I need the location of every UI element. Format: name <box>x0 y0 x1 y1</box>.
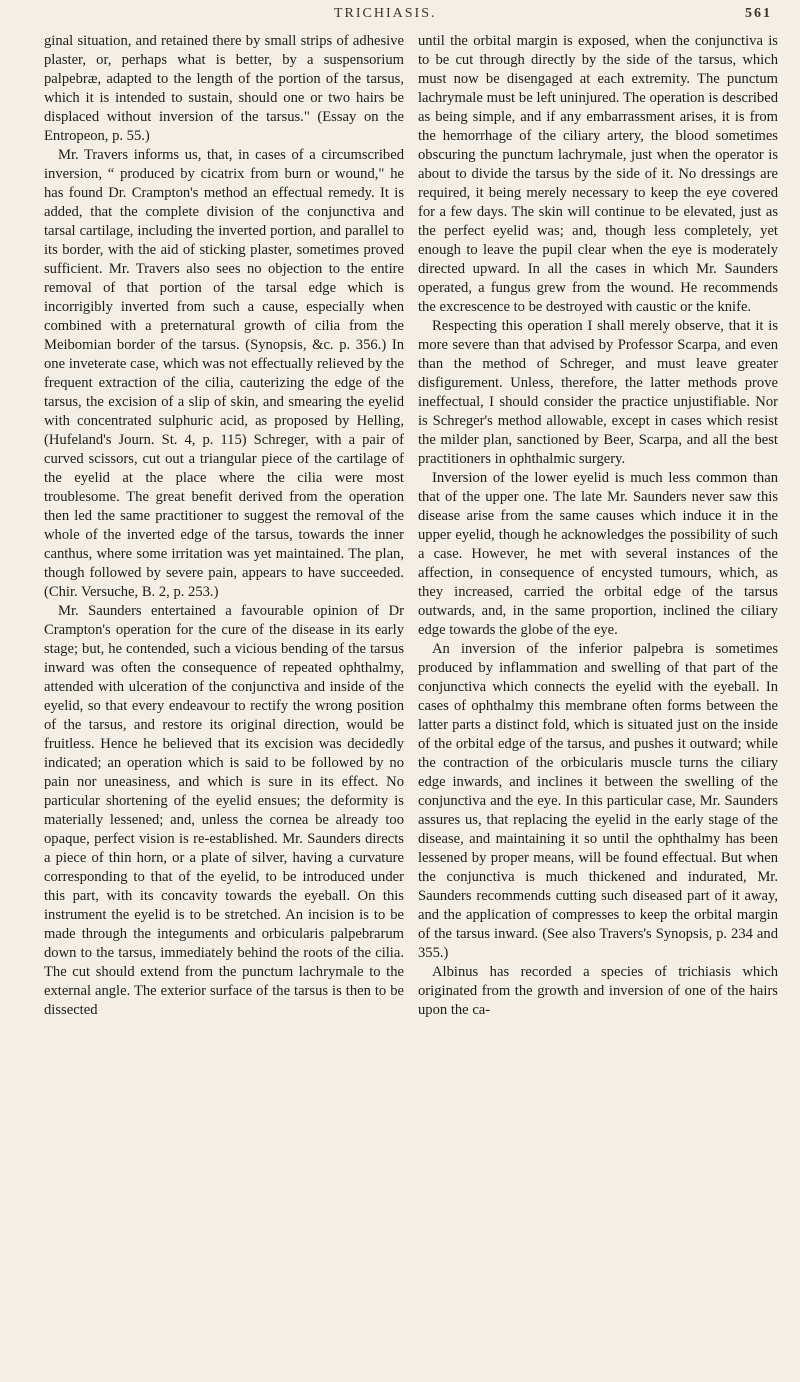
paragraph: Inversion of the lower eyelid is much less common than that of the upper one. The late Mr. Saunders never saw this disease arise from the same causes which induce it in the upper eyelid, though he acknowledges the possibility of such a case. However, he met with several instances of the affection, in consequence of encysted tumours, which, as they increased, carried the orbital edge of the tarsus outwards, and, in the same proportion, inclined the ciliary edge towards the globe of the eye. <box>418 470 778 638</box>
left-column <box>44 32 404 1020</box>
paragraph: Respecting this operation I shall merely observe, that it is more severe than that advised by Professor Scarpa, and even than the method of Schreger, and must leave greater disfigurement. Unless, therefore, the latter methods prove ineffectual, I should consider the practice unjustifiable. Nor is Schreger's method allowable, except in cases which resist the milder plan, sanctioned by Beer, Scarpa, and all the best practitioners in ophthalmic surgery. <box>418 318 778 467</box>
page-number: 561 <box>745 6 772 21</box>
paragraph: ginal situation, and retained there by small strips of adhesive plaster, or, perhaps what is better, by a suspensorium palpebræ, adapted to the length of the portion of the tarsus, which it is intended to sustain, should one or two hairs be displaced without inversion of the tarsus." (Essay on the Entropeon, p. 55.) <box>44 33 404 144</box>
paragraph: Mr. Travers informs us, that, in cases of a circumscribed inversion, “ produced by cicatrix from burn or wound," he has found Dr. Crampton's method an effectual remedy. It is added, that the complete division of the conjunctiva and tarsal cartilage, including the inverted portion, and parallel to its border, with the aid of sticking plaster, sometimes proved sufficient. Mr. Travers also sees no objection to the entire removal of that portion of the tarsal edge which is incorrigibly inverted from such a cause, especially when combined with a preternatural growth of cilia from the Meibomian border of the tarsus. (Synopsis, &c. p. 356.) In one inveterate case, which was not effectually relieved by the frequent extraction of the cilia, cauterizing the edge of the tarsus, the excision of a slip of skin, and smearing the eyelid with concentrated sulphuric acid, as proposed by Helling, (Hufeland's Journ. St. 4, p. 115) Schreger, with a pair of curved scissors, cut out a triangular piece of the cartilage of the eyelid at the place where the cilia were most troublesome. The great benefit derived from the operation then led the same practitioner to suggest the removal of the whole of the inverted edge of the tarsus, towards the inner canthus, where some irritation was yet maintained. The plan, though followed by severe pain, appears to have succeeded. (Chir. Versuche, B. 2, p. 253.) <box>44 147 404 600</box>
text-columns <box>44 32 778 1020</box>
right-column <box>418 32 778 1020</box>
paragraph: An inversion of the inferior palpebra is sometimes produced by inflammation and swelling of that part of the conjunctiva which connects the eyelid with the eyeball. In cases of ophthalmy this membrane often forms between the latter parts a distinct fold, which is situated just on the inside of the orbital edge of the tarsus, and pushes it outward; while the contraction of the orbicularis muscle turns the ciliary edge inwards, and inclines it between the swelling of the conjunctiva and the eye. In this particular case, Mr. Saunders assures us, that replacing the eyelid in the early stage of the disease, and maintaining it so until the ophthalmy has been lessened by proper means, will be found effectual. But when the conjunctiva is much thickened and indurated, Mr. Saunders recommends cutting such diseased part of it away, and the application of compresses to keep the orbital margin of the tarsus inward. (See also Travers's Synopsis, p. 234 and 355.) <box>418 641 778 961</box>
paragraph: Albinus has recorded a species of trichiasis which originated from the growth and inversion of one of the hairs upon the ca- <box>418 964 778 1018</box>
running-head <box>44 6 778 32</box>
paragraph: until the orbital margin is exposed, when the conjunctiva is to be cut through directly by the side of the tarsus, which must now be disengaged at each extremity. The punctum lachrymale must be left uninjured. The operation is described as being simple, and if any embarrassment arises, it is from the hemorrhage of the ciliary artery, the blood sometimes obscuring the punctum lachrymale, just when the operator is about to divide the tarsus by the side of it. No dressings are required, it being merely necessary to keep the eye covered for a few days. The skin will continue to be elevated, just as the perfect eyelid was; and, though less completely, yet enough to leave the pupil clear when the eye is moderately directed upward. In all the cases in which Mr. Saunders operated, a fungus grew from the wound. He recommends the excrescence to be destroyed with caustic or the knife. <box>418 33 778 315</box>
paragraph: Mr. Saunders entertained a favourable opinion of Dr Crampton's operation for the cure of the disease in its early stage; but, he contended, such a vicious bending of the tarsus inward was often the consequence of repeated ophthalmy, attended with ulceration of the conjunctiva and inside of the eyelid, so that every endeavour to rectify the wrong position of the tarsus, and restore its original direction, would be fruitless. Hence he believed that its excision was decidedly indicated; an operation which is said to be followed by no pain nor uneasiness, and which is sure in its effect. No particular shortening of the eyelid ensues; the deformity is materially lessened; and, unless the cornea be already too opaque, perfect vision is re-established. Mr. Saunders directs a piece of thin horn, or a plate of silver, having a curvature corresponding to that of the eyelid, to be introduced under this part, with its concavity towards the eyeball. On this instrument the eyelid is to be stretched. An incision is to be made through the integuments and orbicularis palpebrarum down to the tarsus, immediately behind the roots of the cilia. The cut should extend from the punctum lachrymale to the external angle. The exterior surface of the tarsus is then to be dissected <box>44 603 404 1018</box>
running-title: TRICHIASIS. <box>334 6 437 21</box>
